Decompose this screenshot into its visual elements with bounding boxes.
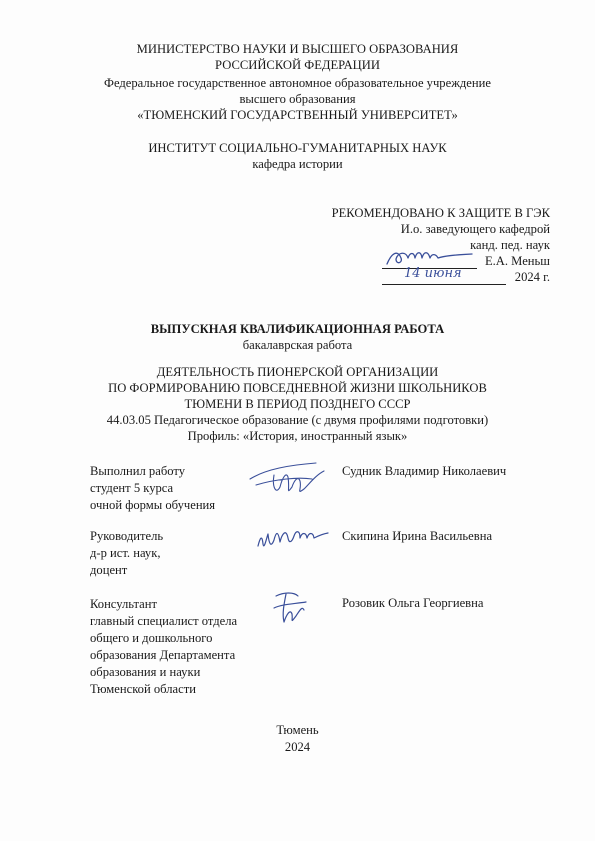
student-role-line-1: Выполнил работу (90, 464, 185, 478)
student-role-line-2: студент 5 курса (90, 481, 174, 495)
supervisor-role-line-1: Руководитель (90, 529, 164, 543)
work-title-line-1: ДЕЯТЕЛЬНОСТЬ ПИОНЕРСКОЙ ОРГАНИЗАЦИИ (156, 365, 439, 379)
approval-signature (384, 246, 476, 268)
student-role (90, 463, 215, 514)
work-title-line-3: ТЮМЕНИ В ПЕРИОД ПОЗДНЕГО СССР (184, 397, 411, 411)
department-name: кафедра истории (252, 157, 343, 171)
consultant-role-line-6: Тюменской области (90, 682, 196, 696)
consultant-role-line-2: главный специалист отдела (90, 614, 238, 628)
work-subtype: бакалаврская работа (242, 338, 353, 352)
work-type: ВЫПУСКНАЯ КВАЛИФИКАЦИОННАЯ РАБОТА (150, 322, 445, 336)
supervisor-name: Скипина Ирина Васильевна (342, 529, 493, 543)
supervisor-role-line-3: доцент (90, 563, 128, 577)
work-specialty: 44.03.05 Педагогическое образование (с двумя профилями подготовки) (106, 413, 489, 427)
work-profile: Профиль: «История, иностранный язык» (187, 429, 408, 443)
supervisor-signature (252, 520, 332, 554)
consultant-role (90, 596, 237, 698)
approval-date-line (382, 284, 506, 285)
approval-title: РЕКОМЕНДОВАНО К ЗАЩИТЕ В ГЭК (331, 206, 550, 220)
footer-year: 2024 (284, 740, 311, 754)
consultant-name: Розовик Ольга Георгиевна (342, 596, 484, 610)
ministry-line-1: МИНИСТЕРСТВО НАУКИ И ВЫСШЕГО ОБРАЗОВАНИЯ (136, 42, 459, 56)
supervisor-role-line-2: д-р ист. наук, (90, 546, 161, 560)
work-title-line-2: ПО ФОРМИРОВАНИЮ ПОВСЕДНЕВНОЙ ЖИЗНИ ШКОЛЬНИКОВ (108, 381, 487, 395)
approval-handwritten-date: 14 июня (404, 266, 462, 281)
supervisor-role (90, 528, 163, 579)
university-name: «ТЮМЕНСКИЙ ГОСУДАРСТВЕННЫЙ УНИВЕРСИТЕТ» (137, 108, 458, 122)
consultant-role-line-5: образования и науки (90, 665, 201, 679)
consultant-role-line-4: образования Департамента (90, 648, 236, 662)
student-role-line-3: очной формы обучения (90, 498, 216, 512)
student-name: Судник Владимир Николаевич (342, 464, 507, 478)
institution-line-2: высшего образования (239, 92, 356, 106)
approval-role: И.о. заведующего кафедрой (400, 222, 550, 236)
footer-city: Тюмень (276, 723, 319, 737)
consultant-signature (268, 586, 310, 630)
consultant-role-line-3: общего и дошкольного (90, 631, 213, 645)
institute-name: ИНСТИТУТ СОЦИАЛЬНО-ГУМАНИТАРНЫХ НАУК (148, 141, 447, 155)
approval-degree: канд. пед. наук (470, 238, 550, 252)
student-signature (246, 457, 330, 501)
institution-line-1: Федеральное государственное автономное образовательное учреждение (104, 76, 491, 90)
approval-name: Е.А. Меньш (484, 254, 550, 268)
ministry-line-2: РОССИЙСКОЙ ФЕДЕРАЦИИ (215, 58, 380, 72)
approval-year: 2024 г. (514, 270, 550, 284)
consultant-role-line-1: Консультант (90, 597, 158, 611)
